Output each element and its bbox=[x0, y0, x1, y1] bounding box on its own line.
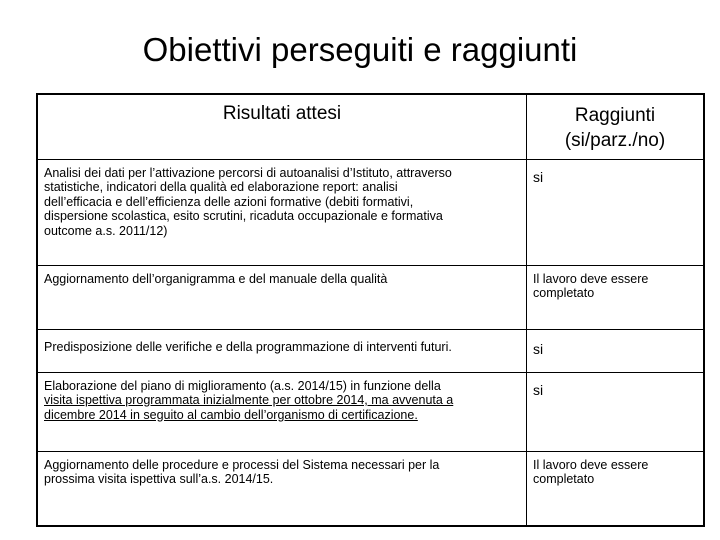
achieved-cell: si bbox=[527, 329, 705, 372]
result-line: Analisi dei dati per l’attivazione percorsi di autoanalisi d’Istituto, attraverso bbox=[44, 165, 452, 180]
table-header-row bbox=[37, 94, 704, 159]
table-row bbox=[37, 372, 704, 451]
achieved-line: completato bbox=[533, 286, 595, 300]
achieved-cell: si bbox=[527, 372, 705, 451]
result-cell bbox=[37, 451, 527, 526]
table-row bbox=[37, 159, 704, 265]
result-cell bbox=[37, 372, 527, 451]
achieved-cell bbox=[527, 451, 705, 526]
table-row bbox=[37, 451, 704, 526]
header-achieved bbox=[527, 94, 705, 159]
objectives-table bbox=[36, 93, 705, 527]
result-line: dell’efficacia e dell’efficienza delle azioni formative (debiti formativi, bbox=[44, 194, 414, 209]
result-line: Predisposizione delle verifiche e della programmazione di interventi futuri. bbox=[44, 339, 452, 354]
result-line: dispersione scolastica, esito scrutini, ricaduta occupazionale e formativa bbox=[44, 209, 443, 223]
achieved-cell bbox=[527, 265, 705, 329]
achieved-line: completato bbox=[533, 472, 595, 486]
result-line: Aggiornamento delle procedure e processi del Sistema necessari per la bbox=[44, 457, 440, 472]
table-row bbox=[37, 265, 704, 329]
achieved-line: Il lavoro deve essere bbox=[533, 271, 649, 286]
achieved-line: Il lavoro deve essere bbox=[533, 457, 649, 472]
result-cell bbox=[37, 329, 527, 372]
result-line: statistiche, indicatori della qualità ed elaborazione report: analisi bbox=[44, 180, 398, 194]
result-cell bbox=[37, 159, 527, 265]
result-line: Elaborazione del piano di miglioramento (a.s. 2014/15) in funzione della bbox=[44, 378, 441, 393]
header-expected-results: Risultati attesi bbox=[37, 94, 527, 159]
table-row bbox=[37, 329, 704, 372]
header-achieved-line2: (si/parz./no) bbox=[564, 130, 666, 151]
result-line-underlined: visita ispettiva programmata inizialmente per ottobre 2014, ma avvenuta a bbox=[44, 393, 454, 407]
result-line-underlined: dicembre 2014 in seguito al cambio dell’organismo di certificazione. bbox=[44, 407, 418, 422]
result-line: Aggiornamento dell’organigramma e del manuale della qualità bbox=[44, 271, 388, 286]
page-title: Obiettivi perseguiti e raggiunti bbox=[142, 31, 578, 68]
achieved-cell: si bbox=[527, 159, 705, 265]
result-line: outcome a.s. 2011/12) bbox=[44, 223, 168, 238]
result-line: prossima visita ispettiva sull’a.s. 2014/15. bbox=[44, 472, 274, 486]
result-cell bbox=[37, 265, 527, 329]
header-achieved-line1: Raggiunti bbox=[574, 105, 656, 126]
